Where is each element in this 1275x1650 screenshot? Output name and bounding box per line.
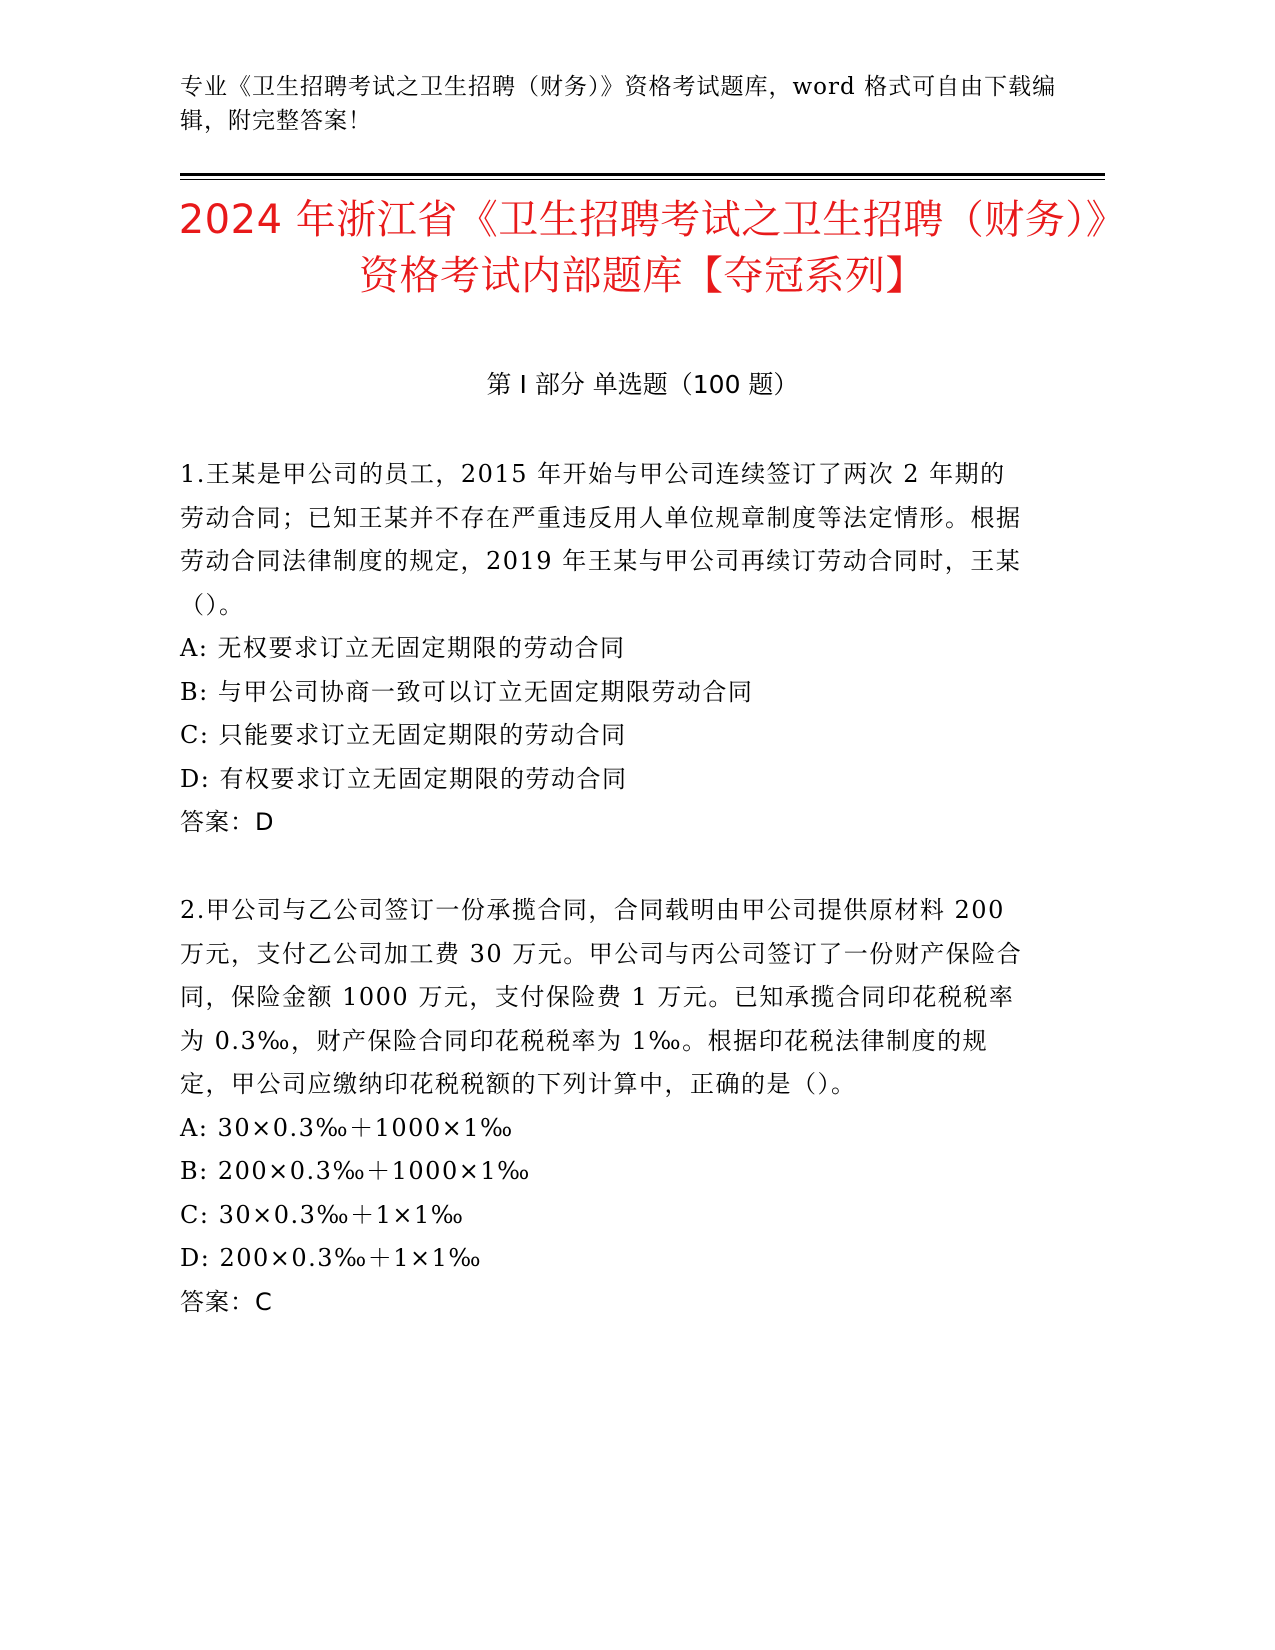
question-2	[180, 889, 1030, 1324]
option-a: A: 30×0.3‰＋1000×1‰	[180, 1113, 514, 1142]
header-divider-thick	[180, 173, 1105, 176]
option-c: C: 只能要求订立无固定期限的劳动合同	[180, 721, 627, 749]
question-1	[180, 453, 1030, 845]
document-title: 2024 年浙江省《卫生招聘考试之卫生招聘（财务）》资格考试内部题库【夺冠系列】	[178, 197, 1107, 299]
answer-line: 答案：C	[180, 1287, 273, 1316]
option-a: A: 无权要求订立无固定期限的劳动合同	[180, 634, 626, 662]
header-note: 专业《卫生招聘考试之卫生招聘（财务）》资格考试题库，word 格式可自由下载编辑，附完整答案！	[180, 74, 1057, 134]
option-b: B: 与甲公司协商一致可以订立无固定期限劳动合同	[180, 677, 754, 706]
answer-line: 答案：D	[180, 808, 275, 836]
header-divider-thin	[180, 179, 1105, 180]
option-c: C: 30×0.3‰＋1×1‰	[180, 1200, 465, 1229]
question-stem: 1.王某是甲公司的员工，2015 年开始与甲公司连续签订了两次 2 年期的劳动合同；已知王某并不存在严重违反用人单位规章制度等法定情形。根据劳动合同法律制度的规定，2019 年王某与甲公司再续订劳动合同时，王某（）。	[180, 460, 1022, 619]
section-title: 第 I 部分 单选题（100 题）	[486, 370, 799, 399]
option-d: D: 有权要求订立无固定期限的劳动合同	[180, 764, 628, 793]
question-stem: 2.甲公司与乙公司签订一份承揽合同，合同载明由甲公司提供原材料 200 万元，支付乙公司加工费 30 万元。甲公司与丙公司签订了一份财产保险合同，保险金额 1000 万元，支付保险费 1 万元。已知承揽合同印花税税率为 0.3‰，财产保险合同印花税税率为 1‰。根据印花税法律制度的规定，甲公司应缴纳印花税税额的下列计算中，正确的是（）。	[180, 896, 1023, 1098]
option-d: D: 200×0.3‰＋1×1‰	[180, 1244, 483, 1272]
option-b: B: 200×0.3‰＋1000×1‰	[180, 1157, 531, 1185]
